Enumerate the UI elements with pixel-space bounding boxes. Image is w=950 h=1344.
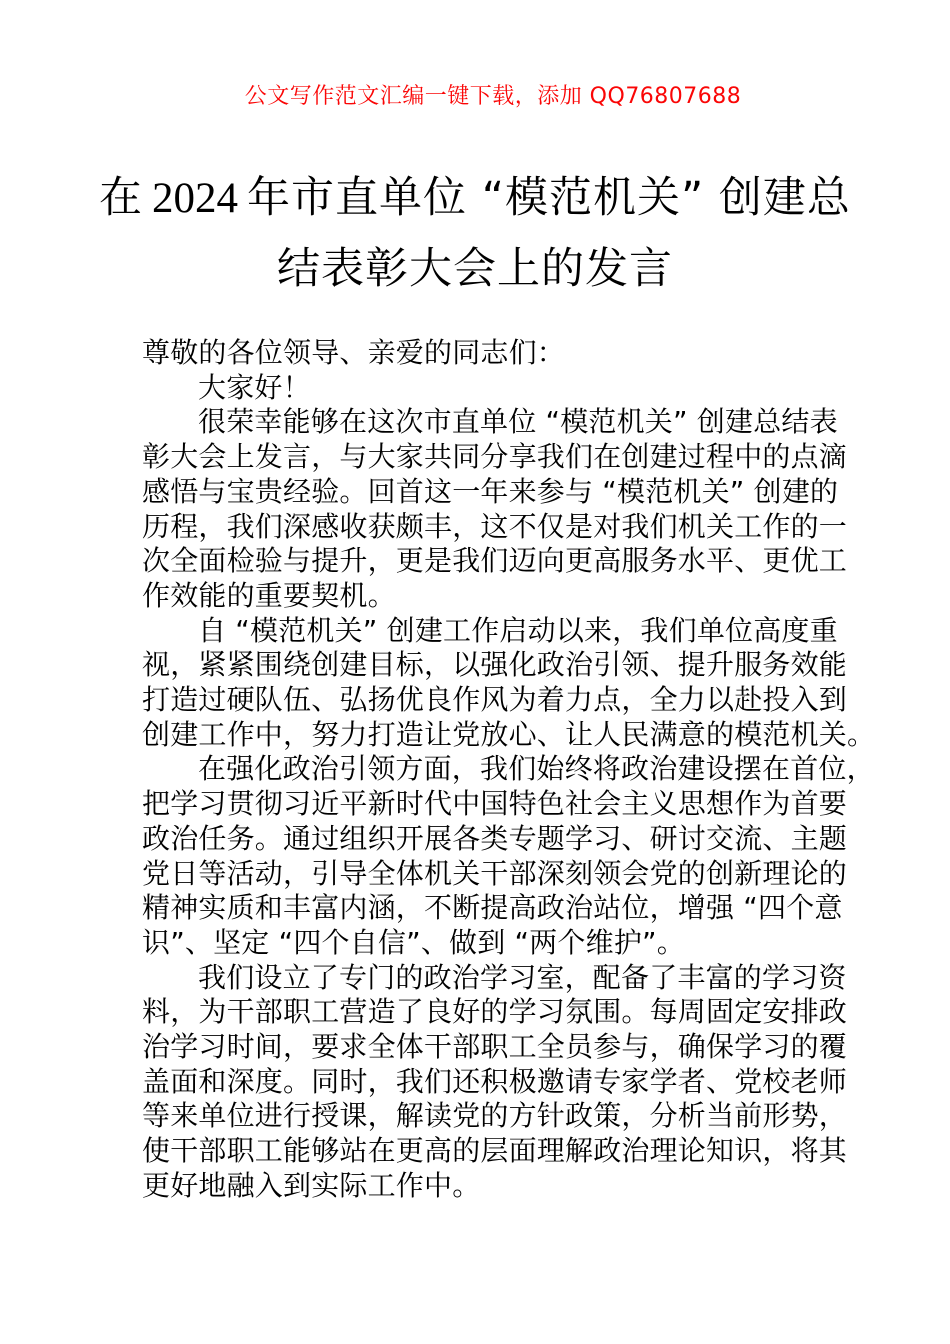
title-line-2: 结表彰大会上的发言 bbox=[277, 244, 673, 294]
body-line: 我们设立了专门的政治学习室，配备了丰富的学习资 bbox=[198, 960, 847, 994]
body-line: 料，为干部职工营造了良好的学习氛围。每周固定安排政 bbox=[142, 995, 848, 1029]
document-title bbox=[0, 163, 950, 304]
body-line: 作效能的重要契机。 bbox=[142, 578, 396, 612]
body-line: 彰大会上发言，与大家共同分享我们在创建过程中的点滴 bbox=[142, 440, 848, 474]
body-line: 盖面和深度。同时，我们还积极邀请专家学者、党校老师 bbox=[142, 1064, 848, 1098]
body-line: 使干部职工能够站在更高的层面理解政治理论知识，将其 bbox=[142, 1134, 848, 1168]
body-line: 感悟与宝贵经验。回首这一年来参与 “模范机关” 创建的 bbox=[142, 474, 839, 508]
body-text bbox=[142, 336, 876, 1204]
body-line: 历程，我们深感收获颇丰，这不仅是对我们机关工作的一 bbox=[142, 509, 848, 543]
body-line: 等来单位进行授课，解读党的方针政策，分析当前形势， bbox=[142, 1099, 848, 1133]
body-line: 视，紧紧围绕创建目标，以强化政治引领、提升服务效能 bbox=[142, 648, 848, 682]
body-line: 大家好！ bbox=[198, 370, 311, 404]
body-line: 尊敬的各位领导、亲爱的同志们： bbox=[142, 336, 566, 369]
body-line: 政治任务。通过组织开展各类专题学习、研讨交流、主题 bbox=[142, 821, 848, 855]
header-notice: 公文写作范文汇编一键下载，添加 QQ76807688 bbox=[244, 84, 742, 109]
body-line: 在强化政治引领方面，我们始终将政治建设摆在首位， bbox=[198, 752, 875, 786]
body-line: 把学习贯彻习近平新时代中国特色社会主义思想作为首要 bbox=[142, 787, 848, 821]
body-line: 创建工作中，努力打造让党放心、让人民满意的模范机关。 bbox=[142, 717, 876, 751]
title-line-1 bbox=[0, 163, 950, 234]
body-line: 自 “模范机关” 创建工作启动以来，我们单位高度重 bbox=[198, 613, 838, 647]
body-line: 很荣幸能够在这次市直单位 “模范机关” 创建总结表 bbox=[198, 405, 838, 439]
body-line: 更好地融入到实际工作中。 bbox=[142, 1168, 481, 1202]
title-line-1-suffix: 年市直单位 “模范机关” 创建总 bbox=[247, 173, 851, 223]
body-line: 识”、坚定 “四个自信”、做到 “两个维护”。 bbox=[142, 925, 685, 959]
body-line: 党日等活动，引导全体机关干部深刻领会党的创新理论的 bbox=[142, 856, 848, 890]
body-line: 次全面检验与提升，更是我们迈向更高服务水平、更优工 bbox=[142, 544, 848, 578]
title-year: 2024 bbox=[152, 175, 239, 222]
body-line: 打造过硬队伍、弘扬优良作风为着力点，全力以赴投入到 bbox=[142, 683, 848, 717]
body-line: 精神实质和丰富内涵，不断提高政治站位，增强 “四个意 bbox=[142, 891, 843, 925]
title-line-1-prefix: 在 bbox=[99, 173, 144, 223]
body-line: 治学习时间，要求全体干部职工全员参与，确保学习的覆 bbox=[142, 1030, 848, 1064]
